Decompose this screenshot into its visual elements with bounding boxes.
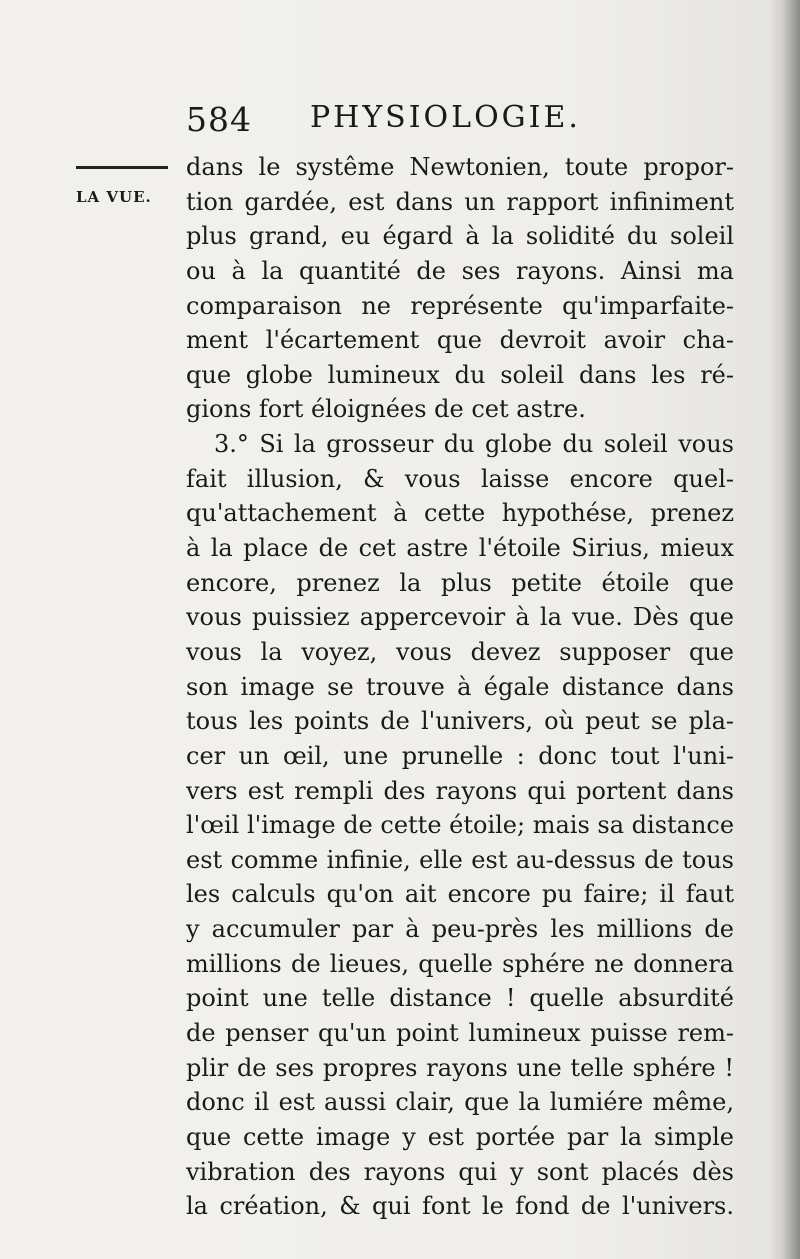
text-line: comparaison ne représente qu'imparfaite- [186, 291, 734, 320]
text-line: cer un œil, une prunelle : donc tout l'uni- [186, 741, 734, 770]
page-number: 584 [186, 100, 252, 139]
text-line: ment l'écartement que devroit avoir cha- [186, 326, 734, 355]
text-line: tion gardée, est dans un rapport infiniment [186, 187, 734, 216]
margin-rule [76, 166, 168, 169]
text-line: que cette image y est portée par la simple [186, 1122, 734, 1151]
text-line: point une telle distance ! quelle absurdité [186, 984, 734, 1013]
text-line: donc il est aussi clair, que la lumiére même, [186, 1088, 734, 1117]
text-line: vous la voyez, vous devez supposer que [186, 637, 734, 666]
text-line: plir de ses propres rayons une telle sphére ! [186, 1053, 734, 1082]
text-line: à la place de cet astre l'étoile Sirius, mieux [186, 534, 734, 563]
text-line: encore, prenez la plus petite étoile que [186, 568, 734, 597]
text-line: gions fort éloignées de cet astre. [186, 395, 586, 424]
text-line: vous puissiez appercevoir à la vue. Dès que [186, 603, 734, 632]
body-text [186, 150, 734, 1224]
text-line: l'œil l'image de cette étoile; mais sa distance [186, 811, 734, 840]
text-line: dans le systême Newtonien, toute propor- [186, 153, 734, 181]
text-line: 3.° Si la grosseur du globe du soleil vous [214, 430, 734, 459]
text-line: vibration des rayons qui y sont placés dès [186, 1157, 734, 1186]
text-line: est comme infinie, elle est au-dessus de tous [186, 845, 734, 874]
text-line: les calculs qu'on ait encore pu faire; il faut [186, 880, 734, 909]
text-line: ou à la quantité de ses rayons. Ainsi ma [186, 256, 734, 285]
page-title: PHYSIOLOGIE. [310, 100, 581, 135]
margin-note: LA VUE. [76, 188, 152, 206]
running-head [186, 96, 732, 146]
text-line: y accumuler par à peu-près les millions de [186, 915, 734, 944]
text-line: plus grand, eu égard à la solidité du soleil [186, 222, 734, 251]
text-line: tous les points de l'univers, où peut se pla- [186, 707, 734, 736]
page-edge-shadow [782, 0, 800, 1259]
text-line: que globe lumineux du soleil dans les ré- [186, 360, 734, 389]
text-line: la création, & qui font le fond de l'univers. [186, 1192, 734, 1221]
text-line: son image se trouve à égale distance dans [186, 672, 734, 701]
text-line: qu'attachement à cette hypothése, prenez [186, 499, 734, 528]
text-line: vers est rempli des rayons qui portent dans [186, 776, 734, 805]
text-line: fait illusion, & vous laisse encore quel- [186, 464, 734, 493]
text-line: de penser qu'un point lumineux puisse rem- [186, 1019, 734, 1048]
text-line: millions de lieues, quelle sphére ne donnera [186, 949, 734, 978]
